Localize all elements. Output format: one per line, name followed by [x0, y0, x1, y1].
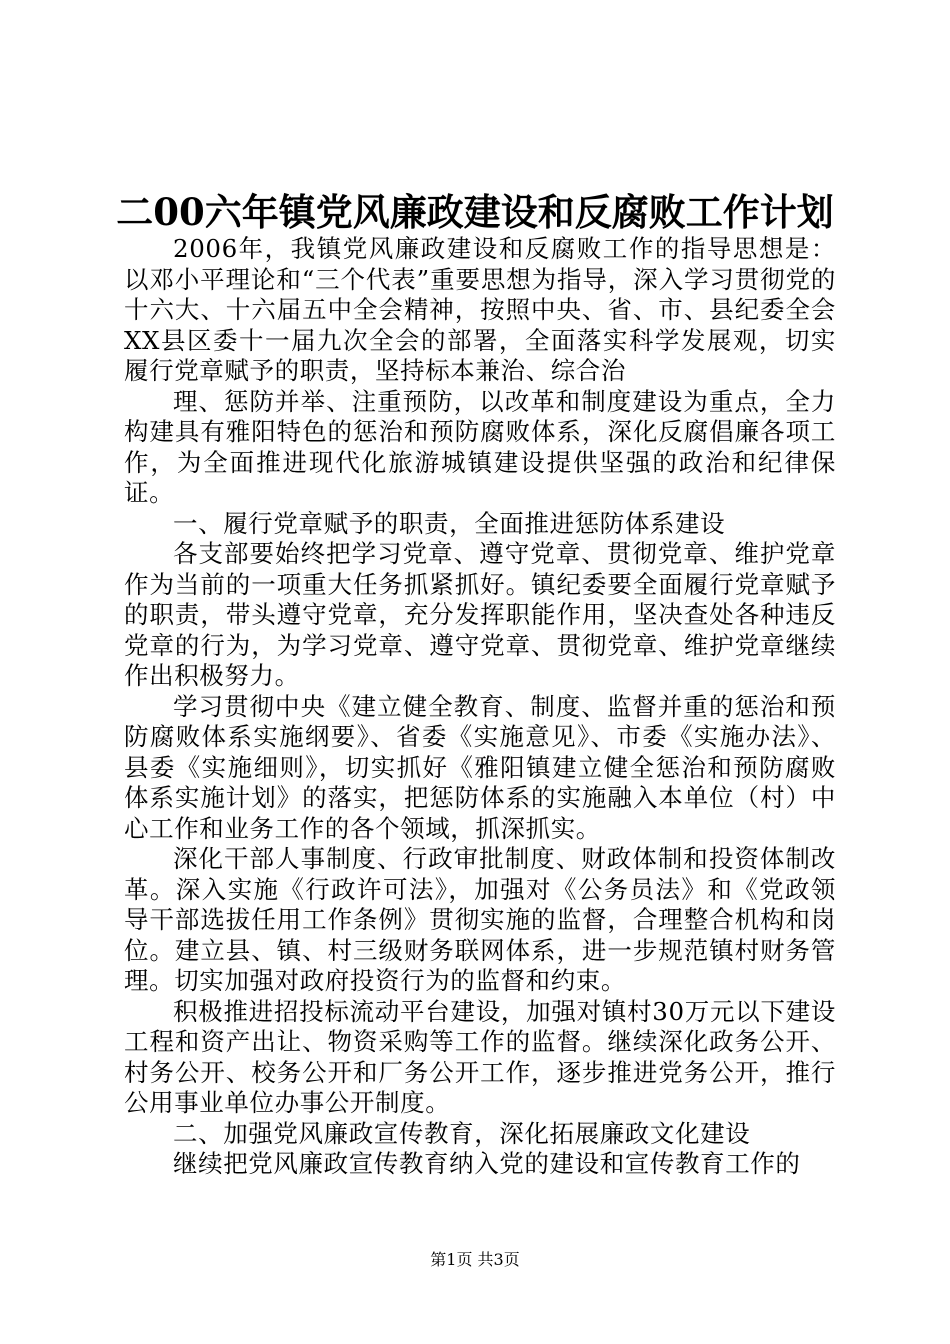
paragraph-guiding-thought: 2006年，我镇党风廉政建设和反腐败工作的指导思想是：以邓小平理论和“三个代表”重要思想为指导，深入学习贯彻党的十六大、十六届五中全会精神，按照中央、省、市、县纪委全会XX县区委十一届九次全会的部署，全面落实科学发展观，切实履行党章赋予的职责，坚持标本兼治、综合治 [124, 234, 836, 385]
paragraph-guiding-thought-continued: 理、惩防并举、注重预防，以改革和制度建设为重点，全力构建具有雅阳特色的惩治和预防腐败体系，深化反腐倡廉各项工作，为全面推进现代化旅游城镇建设提供坚强的政治和纪律保证。 [124, 386, 836, 507]
paragraph-system-reform: 深化干部人事制度、行政审批制度、财政体制和投资体制改革。深入实施《行政许可法》，加强对《公务员法》和《党政领导干部选拔任用工作条例》贯彻实施的监督，合理整合机构和岗位。建立县、镇、村三级财务联网体系，进一步规范镇村财务管理。切实加强对政府投资行为的监督和约束。 [124, 844, 836, 995]
paragraph-implementation-outline: 学习贯彻中央《建立健全教育、制度、监督并重的惩治和预防腐败体系实施纲要》、省委《实施意见》、市委《实施办法》、县委《实施细则》，切实抓好《雅阳镇建立健全惩治和预防腐败体系实施计划》的落实，把惩防体系的实施融入本单位（村）中心工作和业务工作的各个领域，抓深抓实。 [124, 691, 836, 843]
section-heading-1: 一、履行党章赋予的职责，全面推进惩防体系建设 [173, 508, 726, 538]
page-indicator: 第1页 共3页 [430, 1250, 520, 1269]
paragraph-education: 继续把党风廉政宣传教育纳入党的建设和宣传教育工作的 [173, 1149, 801, 1178]
paragraph-party-constitution: 各支部要始终把学习党章、遵守党章、贯彻党章、维护党章作为当前的一项重大任务抓紧抓好。镇纪委要全面履行党章赋予的职责，带头遵守党章，充分发挥职能作用，坚决查处各种违反党章的行为，为学习党章、遵守党章、贯彻党章、维护党章继续作出积极努力。 [124, 539, 836, 690]
document-body [124, 234, 836, 1180]
paragraph-bidding-platform: 积极推进招投标流动平台建设，加强对镇村30万元以下建设工程和资产出让、物资采购等工作的监督。继续深化政务公开、村务公开、校务公开和厂务公开工作，逐步推进党务公开，推行公用事业单位办事公开制度。 [124, 996, 836, 1117]
section-heading-2: 二、加强党风廉政宣传教育，深化拓展廉政文化建设 [173, 1118, 751, 1148]
document-title: 二00六年镇党风廉政建设和反腐败工作计划 [116, 190, 834, 234]
